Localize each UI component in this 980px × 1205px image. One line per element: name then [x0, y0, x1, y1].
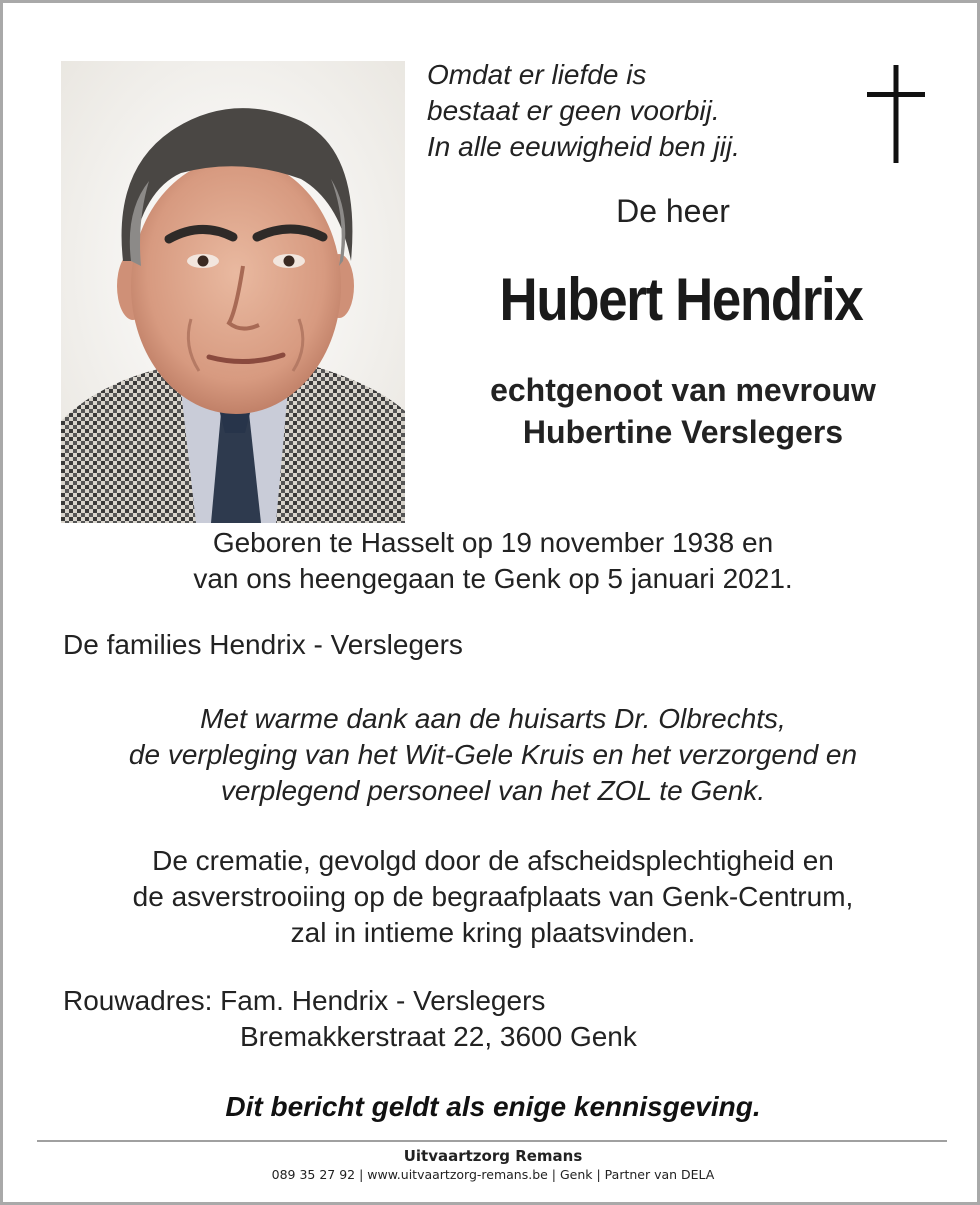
cross-icon [867, 65, 925, 163]
poem-line: bestaat er geen voorbij. [427, 95, 720, 126]
deceased-name: Hubert Hendrix [499, 266, 863, 333]
poem-line: In alle eeuwigheid ben jij. [427, 131, 740, 162]
mourning-address-street: Bremakkerstraat 22, 3600 Genk [240, 1021, 637, 1052]
thanks-line: verplegend personeel van het ZOL te Genk. [220, 775, 766, 806]
funeral-home-name: Uitvaartzorg Remans [403, 1147, 583, 1165]
families: De families Hendrix - Verslegers [63, 629, 463, 660]
cremation-line: de asverstrooiing op de begraafplaats van Genk-Centrum, [132, 881, 854, 912]
honorific: De heer [616, 193, 730, 229]
spouse-info [433, 369, 933, 453]
acknowledgements [43, 701, 943, 809]
thanks-line: Met warme dank aan de huisarts Dr. Olbrechts, [200, 703, 786, 734]
portrait-photo [61, 61, 405, 523]
memorial-poem [427, 57, 740, 165]
death-line: van ons heengegaan te Genk op 5 januari 2021. [193, 563, 793, 594]
life-dates [63, 525, 923, 597]
spouse-line: echtgenoot van mevrouw [490, 372, 876, 408]
mourning-address-label: Rouwadres: Fam. Hendrix - Verslegers [63, 985, 546, 1016]
thanks-line: de verpleging van het Wit-Gele Kruis en het verzorgend en [128, 739, 858, 770]
cremation-line: zal in intieme kring plaatsvinden. [290, 917, 696, 948]
cremation-line: De crematie, gevolgd door de afscheidsplechtigheid en [152, 845, 834, 876]
footer-divider [37, 1140, 947, 1142]
cremation-info [43, 843, 943, 951]
poem-line: Omdat er liefde is [427, 59, 647, 90]
notice-statement: Dit bericht geldt als enige kennisgeving. [225, 1091, 761, 1122]
birth-line: Geboren te Hasselt op 19 november 1938 en [212, 527, 774, 558]
funeral-home-contact: 089 35 27 92 | www.uitvaartzorg-remans.be | Genk | Partner van DELA [271, 1167, 715, 1182]
spouse-name: Hubertine Verslegers [522, 414, 844, 450]
